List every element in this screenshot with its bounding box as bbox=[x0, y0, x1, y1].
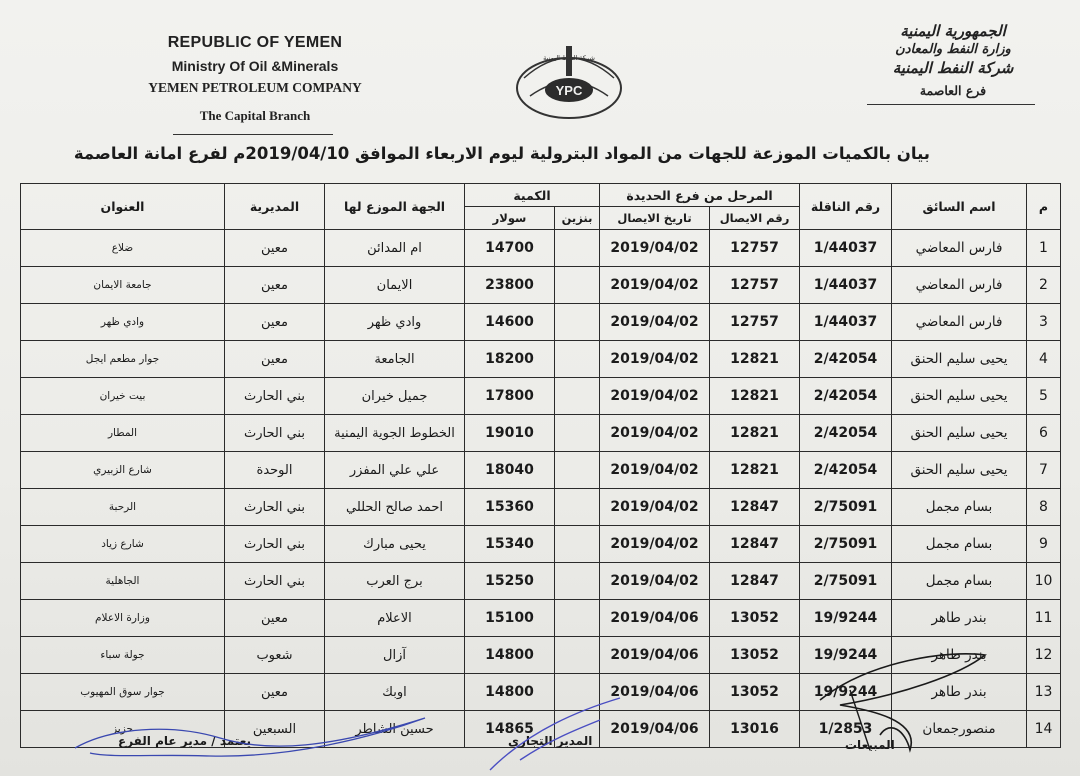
table-row bbox=[21, 415, 1061, 452]
handwritten-signature-commercial bbox=[480, 690, 630, 776]
col-header-petrol: بنزين bbox=[555, 207, 600, 230]
row-index: 9 bbox=[1027, 526, 1061, 563]
diesel-quantity-cell: 17800 bbox=[465, 378, 555, 415]
diesel-quantity-cell: 18040 bbox=[465, 452, 555, 489]
receipt-number-cell: 12821 bbox=[710, 341, 800, 378]
recipient-cell: وادي ظهر bbox=[325, 304, 465, 341]
district-cell: معين bbox=[225, 267, 325, 304]
receipt-number-cell: 12821 bbox=[710, 378, 800, 415]
truck-number-cell: 2/75091 bbox=[800, 489, 892, 526]
truck-number-cell: 1/44037 bbox=[800, 230, 892, 267]
district-cell: بني الحارث bbox=[225, 378, 325, 415]
letterhead-branch-ar: فرع العاصمة bbox=[919, 83, 987, 98]
petrol-quantity-cell bbox=[555, 452, 600, 489]
truck-number-cell: 1/44037 bbox=[800, 304, 892, 341]
petrol-quantity-cell bbox=[555, 267, 600, 304]
driver-name-cell: بندر طاهر bbox=[892, 637, 1027, 674]
petrol-quantity-cell bbox=[555, 230, 600, 267]
address-cell: جامعة الايمان bbox=[21, 267, 225, 304]
receipt-date-cell: 2019/04/02 bbox=[600, 489, 710, 526]
col-header-district: المديرية bbox=[225, 184, 325, 230]
district-cell: بني الحارث bbox=[225, 563, 325, 600]
receipt-date-cell: 2019/04/02 bbox=[600, 304, 710, 341]
recipient-cell: يحيى مبارك bbox=[325, 526, 465, 563]
address-cell: الجاهلية bbox=[21, 563, 225, 600]
receipt-number-cell: 12821 bbox=[710, 415, 800, 452]
col-header-hodeidah-group: المرحل من فرع الحديدة bbox=[600, 184, 800, 207]
col-header-receipt-no: رقم الايصال bbox=[710, 207, 800, 230]
address-cell: ضلاع bbox=[21, 230, 225, 267]
driver-name-cell: بسام مجمل bbox=[892, 489, 1027, 526]
petrol-quantity-cell bbox=[555, 415, 600, 452]
recipient-cell: علي علي المفزر bbox=[325, 452, 465, 489]
petrol-quantity-cell bbox=[555, 378, 600, 415]
district-cell: السبعين bbox=[225, 711, 325, 748]
recipient-cell: الجامعة bbox=[325, 341, 465, 378]
diesel-quantity-cell: 15100 bbox=[465, 600, 555, 637]
row-index: 6 bbox=[1027, 415, 1061, 452]
district-cell: بني الحارث bbox=[225, 415, 325, 452]
address-cell: وزارة الاعلام bbox=[21, 600, 225, 637]
petrol-quantity-cell bbox=[555, 341, 600, 378]
district-cell: بني الحارث bbox=[225, 489, 325, 526]
letterhead-divider bbox=[173, 134, 333, 135]
col-header-recipient: الجهة الموزع لها bbox=[325, 184, 465, 230]
truck-number-cell: 19/9244 bbox=[800, 674, 892, 711]
table-row bbox=[21, 378, 1061, 415]
diesel-quantity-cell: 18200 bbox=[465, 341, 555, 378]
table-row bbox=[21, 563, 1061, 600]
letterhead-branch: The Capital Branch bbox=[199, 108, 311, 123]
signature-branch-manager: يعتمد / مدير عام الفرع bbox=[118, 734, 251, 748]
signature-sales: المبيعات bbox=[845, 738, 895, 752]
table-row bbox=[21, 600, 1061, 637]
diesel-quantity-cell: 14800 bbox=[465, 674, 555, 711]
recipient-cell: الخطوط الجوية اليمنية bbox=[325, 415, 465, 452]
recipient-cell: اوبك bbox=[325, 674, 465, 711]
truck-number-cell: 1/44037 bbox=[800, 267, 892, 304]
address-cell: جوار مطعم ايجل bbox=[21, 341, 225, 378]
recipient-cell: الايمان bbox=[325, 267, 465, 304]
petrol-quantity-cell bbox=[555, 563, 600, 600]
row-index: 8 bbox=[1027, 489, 1061, 526]
receipt-date-cell: 2019/04/06 bbox=[600, 600, 710, 637]
recipient-cell: الاعلام bbox=[325, 600, 465, 637]
ypc-logo bbox=[510, 38, 628, 120]
truck-number-cell: 2/42054 bbox=[800, 341, 892, 378]
english-letterhead bbox=[105, 34, 405, 127]
receipt-number-cell: 12821 bbox=[710, 452, 800, 489]
district-cell: معين bbox=[225, 341, 325, 378]
diesel-quantity-cell: 23800 bbox=[465, 267, 555, 304]
letterhead-country: REPUBLIC OF YEMEN bbox=[167, 34, 343, 51]
row-index: 10 bbox=[1027, 563, 1061, 600]
handwritten-signature-branch bbox=[70, 708, 440, 768]
driver-name-cell: منصورجمعان bbox=[892, 711, 1027, 748]
row-index: 12 bbox=[1027, 637, 1061, 674]
district-cell: شعوب bbox=[225, 637, 325, 674]
driver-name-cell: بندر طاهر bbox=[892, 674, 1027, 711]
address-cell: المطار bbox=[21, 415, 225, 452]
diesel-quantity-cell: 14600 bbox=[465, 304, 555, 341]
receipt-number-cell: 12847 bbox=[710, 563, 800, 600]
col-header-address: العنوان bbox=[21, 184, 225, 230]
truck-number-cell: 2/42054 bbox=[800, 415, 892, 452]
row-index: 11 bbox=[1027, 600, 1061, 637]
truck-number-cell: 2/42054 bbox=[800, 378, 892, 415]
driver-name-cell: يحيى سليم الحنق bbox=[892, 378, 1027, 415]
receipt-date-cell: 2019/04/02 bbox=[600, 378, 710, 415]
address-cell: شارع زياد bbox=[21, 526, 225, 563]
receipt-date-cell: 2019/04/02 bbox=[600, 526, 710, 563]
table-row bbox=[21, 341, 1061, 378]
row-index: 13 bbox=[1027, 674, 1061, 711]
receipt-number-cell: 12757 bbox=[710, 267, 800, 304]
recipient-cell: احمد صالح الحللي bbox=[325, 489, 465, 526]
address-cell: بيت خيران bbox=[21, 378, 225, 415]
table-header-row bbox=[21, 184, 1061, 207]
logo-letters: YPC bbox=[555, 83, 583, 98]
diesel-quantity-cell: 15250 bbox=[465, 563, 555, 600]
receipt-number-cell: 13052 bbox=[710, 674, 800, 711]
letterhead-company: YEMEN PETROLEUM COMPANY bbox=[148, 80, 362, 95]
driver-name-cell: بسام مجمل bbox=[892, 563, 1027, 600]
col-header-quantity-group: الكمية bbox=[465, 184, 600, 207]
table-row bbox=[21, 230, 1061, 267]
recipient-cell: حسين الشاطر bbox=[325, 711, 465, 748]
address-cell: جوار سوق المهيوب bbox=[21, 674, 225, 711]
letterhead-divider-ar bbox=[867, 104, 1035, 105]
recipient-cell: آزال bbox=[325, 637, 465, 674]
row-index: 1 bbox=[1027, 230, 1061, 267]
district-cell: معين bbox=[225, 600, 325, 637]
petrol-quantity-cell bbox=[555, 600, 600, 637]
diesel-quantity-cell: 15340 bbox=[465, 526, 555, 563]
truck-number-cell: 2/75091 bbox=[800, 526, 892, 563]
receipt-date-cell: 2019/04/02 bbox=[600, 415, 710, 452]
logo-arc-text: شركة النفط اليمنية bbox=[543, 54, 595, 62]
driver-name-cell: فارس المعاضي bbox=[892, 304, 1027, 341]
truck-number-cell: 19/9244 bbox=[800, 600, 892, 637]
receipt-number-cell: 12757 bbox=[710, 304, 800, 341]
receipt-number-cell: 12847 bbox=[710, 489, 800, 526]
receipt-number-cell: 13052 bbox=[710, 600, 800, 637]
letterhead-country-ar: الجمهورية اليمنية bbox=[900, 22, 1006, 40]
petrol-quantity-cell bbox=[555, 304, 600, 341]
document-title: بيان بالكميات الموزعة للجهات من المواد البترولية ليوم الاربعاء الموافق 2019/04/10م لفرع امانة العاصمة bbox=[73, 144, 930, 163]
row-index: 2 bbox=[1027, 267, 1061, 304]
diesel-quantity-cell: 14800 bbox=[465, 637, 555, 674]
receipt-date-cell: 2019/04/02 bbox=[600, 452, 710, 489]
signature-commercial-manager: المدير التجاري bbox=[508, 734, 593, 748]
petrol-quantity-cell bbox=[555, 489, 600, 526]
driver-name-cell: فارس المعاضي bbox=[892, 267, 1027, 304]
row-index: 7 bbox=[1027, 452, 1061, 489]
arabic-letterhead bbox=[858, 22, 1048, 98]
letterhead-ministry: Ministry Of Oil &Minerals bbox=[171, 58, 339, 74]
receipt-number-cell: 13016 bbox=[710, 711, 800, 748]
table-row bbox=[21, 304, 1061, 341]
address-cell: شارع الزبيري bbox=[21, 452, 225, 489]
recipient-cell: برج العرب bbox=[325, 563, 465, 600]
district-cell: الوحدة bbox=[225, 452, 325, 489]
col-header-index: م bbox=[1027, 184, 1061, 230]
driver-name-cell: يحيى سليم الحنق bbox=[892, 452, 1027, 489]
row-index: 4 bbox=[1027, 341, 1061, 378]
receipt-date-cell: 2019/04/02 bbox=[600, 230, 710, 267]
address-cell: جولة سباء bbox=[21, 637, 225, 674]
table-row bbox=[21, 526, 1061, 563]
recipient-cell: جميل خيران bbox=[325, 378, 465, 415]
petrol-quantity-cell bbox=[555, 526, 600, 563]
driver-name-cell: يحيى سليم الحنق bbox=[892, 341, 1027, 378]
row-index: 3 bbox=[1027, 304, 1061, 341]
col-header-driver: اسم السائق bbox=[892, 184, 1027, 230]
row-index: 5 bbox=[1027, 378, 1061, 415]
letterhead-ministry-ar: وزارة النفط والمعادن bbox=[895, 42, 1011, 57]
col-header-receipt-date: تاريخ الايصال bbox=[600, 207, 710, 230]
receipt-number-cell: 13052 bbox=[710, 637, 800, 674]
receipt-date-cell: 2019/04/02 bbox=[600, 267, 710, 304]
table-row bbox=[21, 489, 1061, 526]
address-cell: وادي ظهر bbox=[21, 304, 225, 341]
receipt-number-cell: 12847 bbox=[710, 526, 800, 563]
table-row bbox=[21, 267, 1061, 304]
district-cell: معين bbox=[225, 230, 325, 267]
col-header-diesel: سولار bbox=[465, 207, 555, 230]
truck-number-cell: 19/9244 bbox=[800, 637, 892, 674]
truck-number-cell: 2/75091 bbox=[800, 563, 892, 600]
table-row bbox=[21, 452, 1061, 489]
handwritten-signature-sales bbox=[810, 640, 1000, 760]
district-cell: معين bbox=[225, 304, 325, 341]
driver-name-cell: بسام مجمل bbox=[892, 526, 1027, 563]
truck-number-cell: 1/2853 bbox=[800, 711, 892, 748]
driver-name-cell: فارس المعاضي bbox=[892, 230, 1027, 267]
diesel-quantity-cell: 15360 bbox=[465, 489, 555, 526]
receipt-date-cell: 2019/04/06 bbox=[600, 637, 710, 674]
letterhead-company-ar: شركة النفط اليمنية bbox=[892, 59, 1014, 77]
district-cell: بني الحارث bbox=[225, 526, 325, 563]
diesel-quantity-cell: 14700 bbox=[465, 230, 555, 267]
driver-name-cell: بندر طاهر bbox=[892, 600, 1027, 637]
petrol-quantity-cell bbox=[555, 637, 600, 674]
diesel-quantity-cell: 19010 bbox=[465, 415, 555, 452]
driver-name-cell: يحيى سليم الحنق bbox=[892, 415, 1027, 452]
receipt-number-cell: 12757 bbox=[710, 230, 800, 267]
col-header-truck: رقم الناقلة bbox=[800, 184, 892, 230]
receipt-date-cell: 2019/04/06 bbox=[600, 674, 710, 711]
address-cell: الرحبة bbox=[21, 489, 225, 526]
receipt-date-cell: 2019/04/02 bbox=[600, 341, 710, 378]
address-cell: حزيز bbox=[21, 711, 225, 748]
recipient-cell: ام المدائن bbox=[325, 230, 465, 267]
receipt-date-cell: 2019/04/06 bbox=[600, 711, 710, 748]
truck-number-cell: 2/42054 bbox=[800, 452, 892, 489]
diesel-quantity-cell: 14865 bbox=[465, 711, 555, 748]
district-cell: معين bbox=[225, 674, 325, 711]
receipt-date-cell: 2019/04/02 bbox=[600, 563, 710, 600]
row-index: 14 bbox=[1027, 711, 1061, 748]
